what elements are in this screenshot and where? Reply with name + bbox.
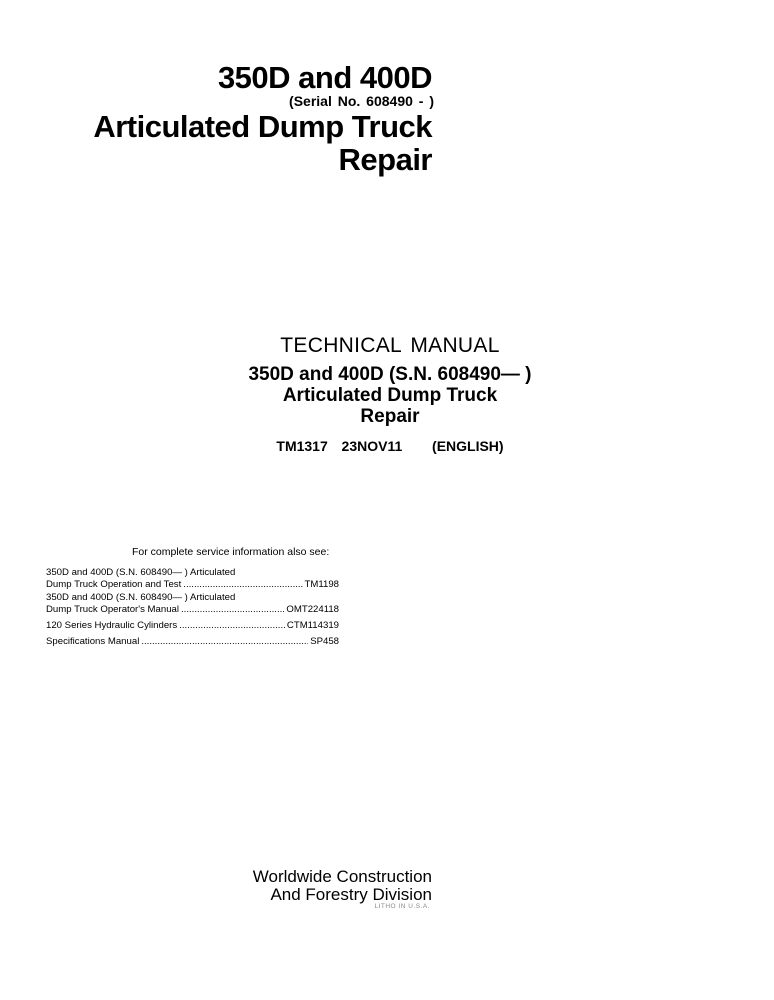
reference-item [46,636,339,648]
reference-item [46,620,339,632]
tm-number: TM1317 [276,438,328,454]
reference-item [46,592,339,616]
reference-code: TM1198 [304,579,339,590]
reference-title-line-2: Dump Truck Operator's Manual [46,604,179,615]
references-intro: For complete service information also see: [132,546,330,558]
serial-number-range: (Serial No. 608490 - ) [289,93,434,109]
reference-code: CTM114319 [286,620,339,631]
dot-leader [179,620,285,632]
document-title-line-1: Articulated Dump Truck [93,109,432,144]
dot-leader [141,636,308,648]
document-title-line-2: Repair [338,142,432,177]
reference-code: SP458 [310,636,339,647]
division-name-line-1: Worldwide Construction [252,867,432,886]
technical-manual-identifier [0,438,774,454]
reference-title-line-1: 350D and 400D (S.N. 608490— ) Articulated [46,592,236,603]
dot-leader [181,604,284,616]
reference-title-line-2: Dump Truck Operation and Test [46,579,182,590]
reference-title: 120 Series Hydraulic Cylinders [46,620,178,631]
division-name-line-2: And Forestry Division [270,885,432,904]
technical-manual-title-line: Articulated Dump Truck [282,385,498,406]
reference-code: OMT224118 [286,604,339,615]
litho-notice: LITHO IN U.S.A. [374,903,430,910]
reference-item [46,567,339,591]
tm-date: 23NOV11 [341,438,403,454]
tm-language: (ENGLISH) [432,438,504,454]
dot-leader [183,579,302,591]
technical-manual-subtitle-line: Repair [360,406,420,427]
document-model-title: 350D and 400D [217,60,432,95]
technical-manual-model-line: 350D and 400D (S.N. 608490— ) [248,364,532,385]
technical-manual-heading: TECHNICAL MANUAL [280,334,500,357]
reference-title-line-1: 350D and 400D (S.N. 608490— ) Articulated [46,567,236,578]
reference-title: Specifications Manual [46,636,140,647]
